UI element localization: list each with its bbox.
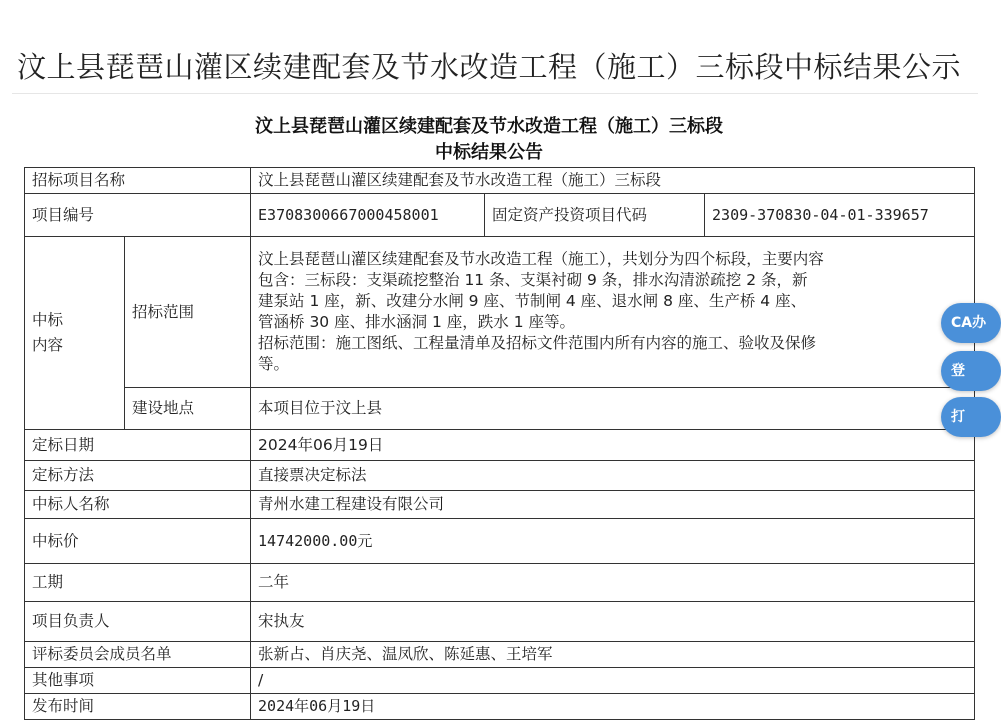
other-matters-label: 其他事项 (25, 668, 251, 694)
winner-label: 中标人名称 (25, 491, 251, 519)
manager-label: 项目负责人 (25, 602, 251, 642)
publish-time-label: 发布时间 (25, 694, 251, 720)
scope-line: 建泵站 1 座，新、改建分水闸 9 座、节制闸 4 座、退水闸 8 座、生产桥 4 座、 (258, 292, 807, 310)
price-label: 中标价 (25, 519, 251, 564)
award-content-label-line-1: 中标 (32, 311, 64, 329)
page-title: 汶上县琵琶山灌区续建配套及节水改造工程（施工）三标段中标结果公示 (17, 50, 962, 84)
scope-line: 招标范围：施工图纸、工程量清单及招标文件范围内所有内容的施工、验收及保修 (258, 334, 817, 352)
login-button[interactable]: 登 (941, 351, 1001, 391)
committee-value: 张新占、肖庆尧、温凤欣、陈延惠、王培军 (251, 642, 975, 668)
other-matters-value: / (251, 668, 975, 694)
table-row (25, 388, 975, 430)
table-row (25, 519, 975, 564)
award-date-label: 定标日期 (25, 430, 251, 461)
table-row (25, 430, 975, 461)
table-row (25, 461, 975, 491)
print-button[interactable]: 打 (941, 397, 1001, 437)
scope-line: 等。 (258, 355, 290, 373)
title-divider (12, 93, 978, 94)
price-value: 14742000.00元 (251, 519, 975, 564)
scope-line: 汶上县琵琶山灌区续建配套及节水改造工程（施工），共划分为四个标段，主要内容 (258, 250, 824, 268)
document-heading-line-1: 汶上县琵琶山灌区续建配套及节水改造工程（施工）三标段 (255, 116, 723, 137)
table-row (25, 491, 975, 519)
scope-label: 招标范围 (125, 237, 251, 388)
table-row (25, 168, 975, 194)
table-row (25, 237, 975, 388)
table-row (25, 602, 975, 642)
investment-code-label: 固定资产投资项目代码 (485, 194, 705, 237)
table-row (25, 668, 975, 694)
award-date-value: 2024年06月19日 (251, 430, 975, 461)
award-method-label: 定标方法 (25, 461, 251, 491)
project-no-value: E3708300667000458001 (251, 194, 485, 237)
location-value: 本项目位于汶上县 (251, 388, 975, 430)
award-content-label-line-2: 内容 (32, 336, 64, 354)
location-label: 建设地点 (125, 388, 251, 430)
project-name-value: 汶上县琵琶山灌区续建配套及节水改造工程（施工）三标段 (251, 168, 975, 194)
period-label: 工期 (25, 564, 251, 602)
bid-result-table (24, 167, 975, 720)
award-method-value: 直接票决定标法 (251, 461, 975, 491)
committee-label: 评标委员会成员名单 (25, 642, 251, 668)
table-row (25, 564, 975, 602)
project-name-label: 招标项目名称 (25, 168, 251, 194)
award-content-label (25, 237, 125, 430)
document-heading (0, 114, 978, 166)
document-heading-line-2: 中标结果公告 (435, 142, 543, 163)
table-row (25, 694, 975, 720)
scope-value (251, 237, 975, 388)
publish-time-value: 2024年06月19日 (251, 694, 975, 720)
ca-service-button[interactable]: CA办 (941, 303, 1001, 343)
table-row (25, 194, 975, 237)
investment-code-value: 2309-370830-04-01-339657 (705, 194, 975, 237)
scope-line: 管涵桥 30 座、排水涵洞 1 座，跌水 1 座等。 (258, 313, 576, 331)
manager-value: 宋执友 (251, 602, 975, 642)
scope-line: 包含：三标段：支渠疏挖整治 11 条、支渠衬砌 9 条，排水沟清淤疏挖 2 条，新 (258, 271, 808, 289)
winner-value: 青州水建工程建设有限公司 (251, 491, 975, 519)
period-value: 二年 (251, 564, 975, 602)
table-row (25, 642, 975, 668)
project-no-label: 项目编号 (25, 194, 251, 237)
